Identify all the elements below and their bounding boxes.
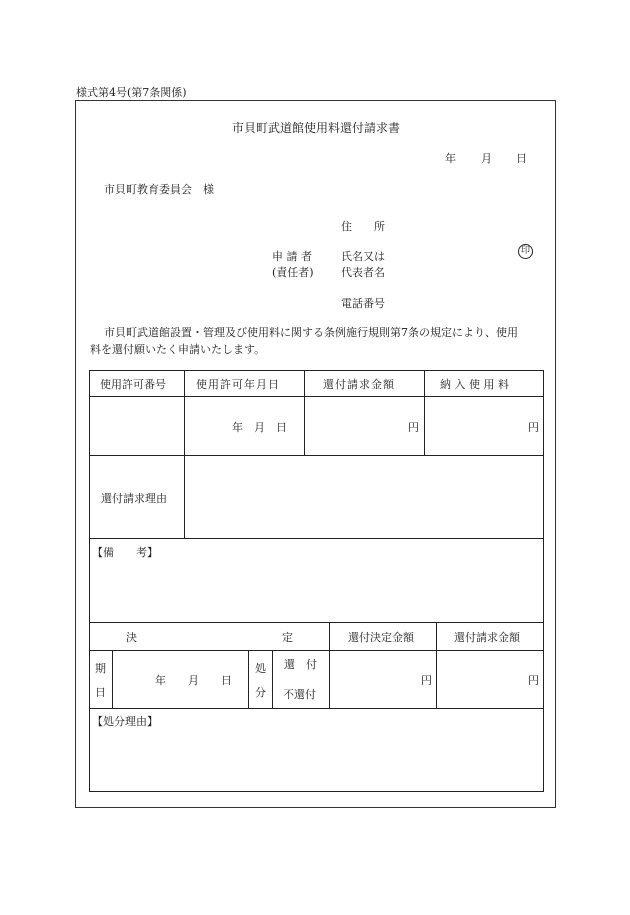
applicant-role-sub-label: (責任者) xyxy=(272,266,314,279)
remarks-label: 【備 考】 xyxy=(92,546,158,559)
date-year-label: 年 xyxy=(445,152,456,165)
col-divider-1 xyxy=(184,370,185,539)
col-divider-3 xyxy=(424,370,425,456)
table-bottom-border xyxy=(89,791,544,792)
applicant-role-label: 申 請 者 xyxy=(272,250,312,263)
decision-label-right: 定 xyxy=(282,631,293,644)
date-day-label: 日 xyxy=(516,152,527,165)
refund-decision-yen: 円 xyxy=(421,674,432,687)
decision-divider-2 xyxy=(436,622,437,709)
body-text-line2: 料を還付願いたく申請いたします。 xyxy=(90,343,266,356)
decision-header-bottom-border xyxy=(89,650,544,651)
table-top-border xyxy=(89,370,544,371)
decision-date-cell: 年 月 日 xyxy=(155,674,232,687)
form-title: 市貝町武道館使用料還付請求書 xyxy=(232,121,401,135)
decision-label-left: 決 xyxy=(126,631,137,644)
period-divider xyxy=(112,650,113,709)
refund-decision-amount-header: 還付決定金額 xyxy=(348,631,414,644)
seal-mark: 印 xyxy=(518,244,533,259)
header-refund-amount: 還付請求金額 xyxy=(323,378,395,391)
addressee: 市貝町教育委員会 様 xyxy=(104,183,214,196)
header-permit-date: 使用許可年月日 xyxy=(196,378,280,391)
paid-fee-yen: 円 xyxy=(528,421,539,434)
form-number: 様式第4号(第7条関係) xyxy=(76,86,187,99)
table-right-border xyxy=(543,370,544,792)
disposal-divider xyxy=(272,650,273,709)
period-label-bottom: 日 xyxy=(95,686,106,699)
period-label-top: 期 xyxy=(95,662,106,675)
table-reason-bottom-border xyxy=(89,538,544,539)
table-remarks-bottom-border xyxy=(89,622,544,623)
decision-row-bottom-border xyxy=(89,708,544,709)
disposal-label-bottom: 分 xyxy=(255,686,266,699)
refund-amount-yen: 円 xyxy=(408,421,419,434)
refund-request-amount-header: 還付請求金額 xyxy=(454,631,520,644)
date-divider xyxy=(248,650,249,709)
table-header-bottom-border xyxy=(89,396,544,397)
header-permit-number: 使用許可番号 xyxy=(100,378,166,391)
refund-request-yen: 円 xyxy=(528,674,539,687)
address-label: 住 所 xyxy=(341,220,385,233)
option-no-refund[interactable]: 不還付 xyxy=(283,688,316,701)
decision-divider-1 xyxy=(329,622,330,709)
permit-date-cell: 年 月 日 xyxy=(232,421,287,434)
disposal-label-top: 処 xyxy=(255,662,266,675)
table-row1-bottom-border xyxy=(89,455,544,456)
col-divider-2 xyxy=(304,370,305,456)
representative-label: 代表者名 xyxy=(341,266,385,279)
disposal-reason-label: 【処分理由】 xyxy=(92,715,158,728)
refund-reason-label: 還付請求理由 xyxy=(101,492,167,505)
name-label: 氏名又は xyxy=(341,250,385,263)
phone-label: 電話番号 xyxy=(341,297,385,310)
body-text-line1: 市貝町武道館設置・管理及び使用料に関する条例施行規則第7条の規定により、使用 xyxy=(104,326,518,339)
option-refund[interactable]: 還 付 xyxy=(284,658,317,671)
header-paid-fee: 納 入 使 用 料 xyxy=(440,378,509,391)
table-left-border xyxy=(89,370,90,792)
date-month-label: 月 xyxy=(481,152,492,165)
